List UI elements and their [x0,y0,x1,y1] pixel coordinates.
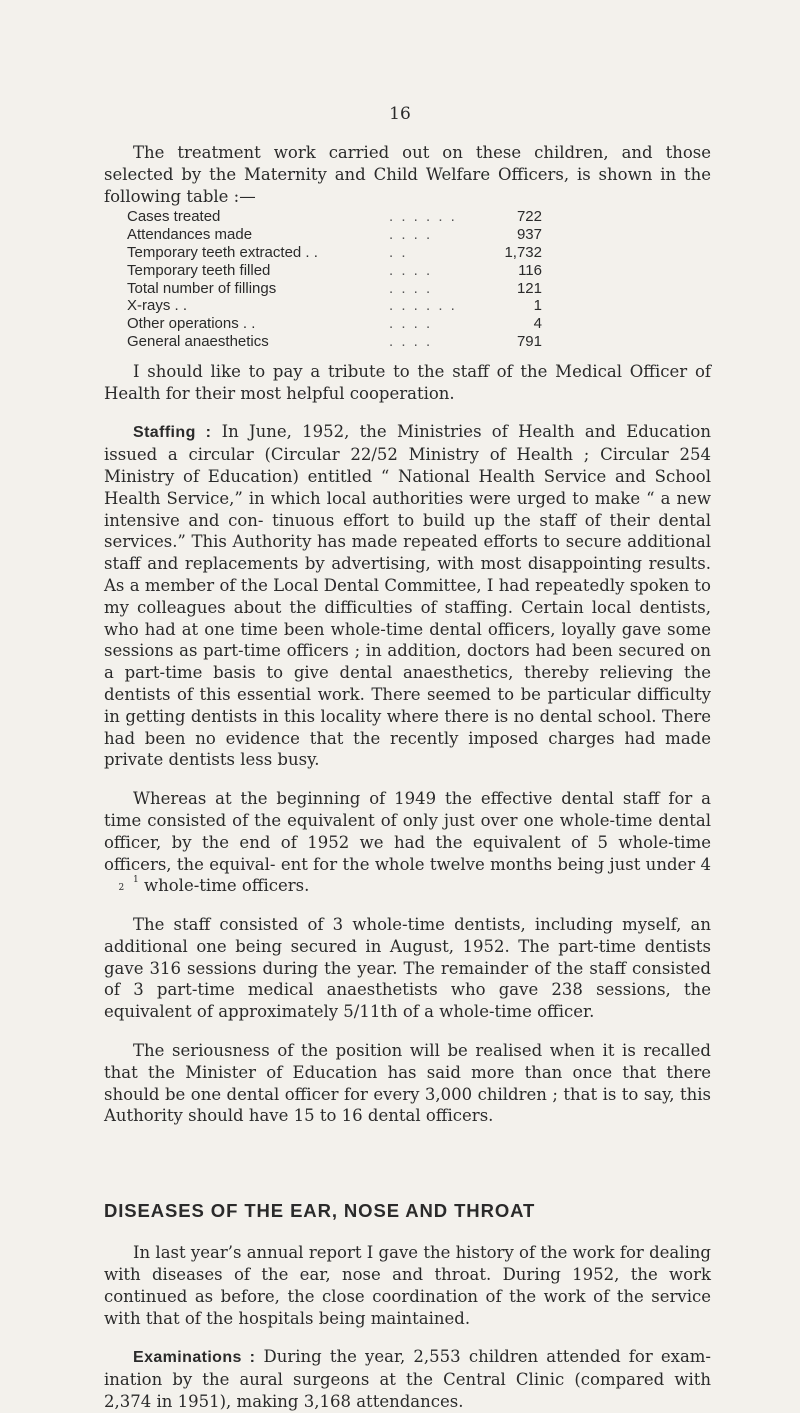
examinations-paragraph [104,1346,711,1412]
row-value: 1,732 [504,243,542,261]
table-row [127,262,542,280]
row-label: General anaesthetics [127,332,269,350]
table-row [127,297,542,315]
whereas-paragraph [104,788,711,897]
row-label: Attendances made [127,226,253,244]
page-number: 16 [389,104,411,124]
row-leader-dots: . . . . [389,315,433,333]
row-leader-dots: . . . . . . [389,208,457,226]
whereas-text-end: whole-time officers. [138,876,310,896]
table-row [127,333,542,351]
fraction [104,876,139,892]
table-row [127,315,542,333]
section-title: DISEASES OF THE EAR, NOSE AND THROAT [104,1200,536,1222]
row-leader-dots: . . . . . . [389,297,457,315]
intro-paragraph: The treatment work carried out on these children, and those selected by the Maternity and Child Welfare Officers, is shown in the following table :— [104,143,711,206]
row-label: Total number of fillings [127,279,277,297]
row-label: Other operations . . [127,315,256,333]
row-value: 1 [533,297,542,315]
row-label: X-rays . . [127,297,188,315]
table-row [127,208,542,226]
tribute-paragraph: I should like to pay a tribute to the staff of the Medical Officer of Health for their most helpful cooperation. [104,361,711,403]
staffing-text: In June, 1952, the Ministries of Health and Education issued a circular (Circular 22/52 Ministry of Health ; Circular 254 Ministry of Education) entitled “ National Health Service and School Health Service,” in which local authorities were urged to make “ a new intensive and con- tinuous effort to build up the staff of their dental services.” This Authority has made repeated efforts to secure additional staff and replacements by advertising, with most disappointing results. As a member of the Local Dental Committee, I had repeatedly spoken to my colleagues about the difficulties of staffing. Certain local dentists, who had at one time been whole-time dental officers, loyally gave some sessions as part-time officers ; in addition, doctors had been secured on a part-time basis to give dental anaesthetics, thereby relieving the dentists of this essential work. There seemed to be particular difficulty in getting dentists in this locality where there is no dental school. There had been no evidence that the recently imposed charges had made private dentists less busy. [104,422,711,770]
table-row [127,226,542,244]
treatment-table [127,208,542,350]
page-content [104,142,711,1413]
fraction-numerator: 1 [133,875,139,886]
row-label: Temporary teeth extracted . . [127,243,318,261]
ent-intro-paragraph: In last year’s annual report I gave the history of the work for dealing with diseases of the ear, nose and throat. During 1952, the work continued as before, the close coordination of the work of the service with that of the hospitals being maintained. [104,1243,711,1328]
staff-paragraph: The staff consisted of 3 whole-time dentists, including myself, an additional one being secured in August, 1952. The part-time dentists gave 316 sessions during the year. The remainder of the staff consisted of 3 part-time medical anaesthetists who gave 238 sessions, the equivalent of approximately 5/11th of a whole-time officer. [104,915,711,1022]
row-label: Temporary teeth filled [127,261,271,279]
staffing-paragraph [104,421,711,771]
table-row [127,280,542,298]
row-value: 116 [518,261,542,279]
examinations-heading: Examinations : [133,1349,256,1367]
row-value: 121 [516,279,542,297]
seriousness-paragraph: The seriousness of the position will be realised when it is recalled that the Minister of Education has said more than once that there should be one dental officer for every 3,000 children ; that is to say, this Authority should have 15 to 16 dental officers. [104,1041,711,1126]
row-leader-dots: . . . . [389,261,433,279]
examinations-text: During the year, 2,553 children attended for exam- ination by the aural surgeons at the Central Clinic (compared with 2,374 in 1951), making 3,168 attendances. [104,1347,712,1412]
row-label: Cases treated [127,208,221,226]
row-value: 722 [516,208,542,226]
row-leader-dots: . . . . [389,279,433,297]
fraction-denominator: 2 [118,883,125,894]
row-leader-dots: . . [389,243,408,261]
whereas-text: Whereas at the beginning of 1949 the effective dental staff for a time consisted of the equivalent of only just over one whole-time dental officer, by the end of 1952 we had the equivalent of 5 whole-time officers, the equival- ent for the whole twelve months being just under 4 [104,789,711,874]
row-leader-dots: . . . . [389,332,433,350]
row-value: 4 [533,315,542,333]
table-row [127,244,542,262]
staffing-heading: Staffing : [133,424,212,442]
row-value: 791 [516,332,542,350]
row-value: 937 [516,226,542,244]
row-leader-dots: . . . . [389,226,433,244]
